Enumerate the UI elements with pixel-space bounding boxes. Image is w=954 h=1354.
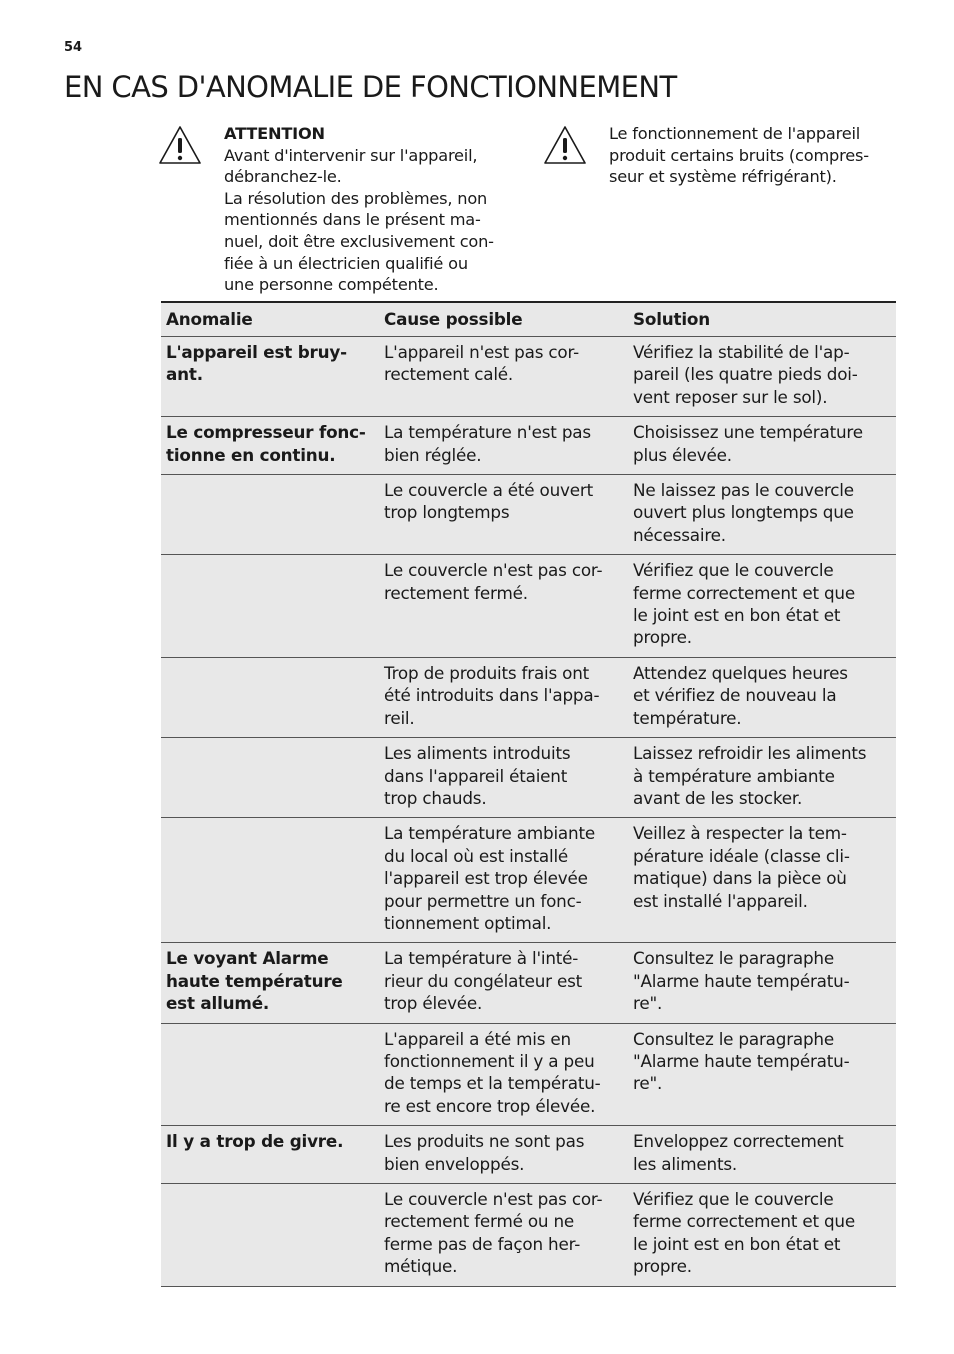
cell-text-line: et vérifiez de nouveau la <box>633 685 837 706</box>
page-number: 54 <box>64 40 83 55</box>
warning-line: nuel, doit être exclusivement con- <box>224 231 494 251</box>
warning-line: mentionnés dans le présent ma- <box>224 210 481 230</box>
warning-line: produit certains bruits (compres- <box>609 145 869 165</box>
cell-text-line: L'appareil n'est pas cor- <box>384 342 579 362</box>
cause-cell <box>380 337 633 416</box>
cause-cell <box>380 818 633 942</box>
cell-text-line: température. <box>633 707 742 728</box>
cell-text-line: trop chauds. <box>384 787 487 808</box>
cell-text-line: Le couvercle n'est pas cor- <box>384 1189 603 1209</box>
solution-cell <box>633 475 896 554</box>
anomaly-cell <box>161 818 380 942</box>
cell-text-line: pérature idéale (classe cli- <box>633 845 850 866</box>
cell-text-line: haute température <box>166 970 343 991</box>
cell-text-line: trop élevée. <box>384 993 483 1014</box>
table-row <box>161 1024 896 1127</box>
cell-text-line: re". <box>633 993 663 1014</box>
cell-text-line: à température ambiante <box>633 765 835 786</box>
cell-text-line: L'appareil est bruy- <box>166 342 347 362</box>
table-row <box>161 555 896 658</box>
anomaly-cell <box>161 555 380 657</box>
solution-cell <box>633 417 896 474</box>
warning-line: Avant d'intervenir sur l'appareil, <box>224 145 478 165</box>
solution-cell <box>633 738 896 817</box>
anomaly-cell <box>161 738 380 817</box>
column-header-anomalie: Anomalie <box>166 309 253 329</box>
cause-cell <box>380 658 633 737</box>
solution-cell <box>633 658 896 737</box>
cell-text-line: pareil (les quatre pieds doi- <box>633 364 858 385</box>
anomaly-cell <box>161 943 380 1022</box>
table-row <box>161 658 896 738</box>
cell-text-line: le joint est en bon état et <box>633 605 841 626</box>
cell-text-line: Choisissez une température <box>633 422 863 443</box>
cell-text-line: ferme correctement et que <box>633 1211 855 1232</box>
cell-text-line: ferme pas de façon her- <box>384 1233 581 1254</box>
cell-text-line: le joint est en bon état et <box>633 1233 841 1254</box>
warning-text <box>609 123 869 188</box>
cell-text-line: Attendez quelques heures <box>633 662 848 683</box>
anomaly-cell <box>161 475 380 554</box>
cell-text-line: Ne laissez pas le couvercle <box>633 480 854 501</box>
column-header-solution: Solution <box>633 309 710 329</box>
cause-cell <box>380 943 633 1022</box>
cell-text-line: propre. <box>633 1256 692 1277</box>
solution-cell <box>633 555 896 657</box>
cell-text-line: Le voyant Alarme <box>166 948 329 969</box>
cell-text-line: nécessaire. <box>633 524 726 545</box>
cell-text-line: rectement fermé ou ne <box>384 1211 575 1232</box>
table-row <box>161 818 896 943</box>
warning-line: une personne compétente. <box>224 275 439 295</box>
anomaly-cell <box>161 417 380 474</box>
cell-text-line: Consultez le paragraphe <box>633 1028 834 1049</box>
cause-cell <box>380 475 633 554</box>
solution-cell <box>633 1024 896 1126</box>
warning-heading: ATTENTION <box>224 124 325 143</box>
cell-text-line: fonctionnement il y a peu <box>384 1050 595 1071</box>
cell-text-line: est installé l'appareil. <box>633 890 808 911</box>
troubleshooting-table <box>161 301 896 1287</box>
cell-text-line: pour permettre un fonc- <box>384 890 582 911</box>
cell-text-line: métique. <box>384 1256 458 1277</box>
cell-text-line: avant de les stocker. <box>633 787 803 808</box>
cell-text-line: re". <box>633 1073 663 1094</box>
warning-triangle-icon <box>543 125 587 165</box>
cause-cell <box>380 1126 633 1183</box>
cell-text-line: tionne en continu. <box>166 444 336 465</box>
cell-text-line: Laissez refroidir les aliments <box>633 743 867 764</box>
anomaly-cell <box>161 1126 380 1183</box>
solution-cell <box>633 1126 896 1183</box>
cell-text-line: été introduits dans l'appa- <box>384 685 600 706</box>
cell-text-line: reil. <box>384 707 415 728</box>
cell-text-line: rieur du congélateur est <box>384 970 583 991</box>
anomaly-cell <box>161 1024 380 1126</box>
cell-text-line: Il y a trop de givre. <box>166 1131 344 1152</box>
cell-text-line: Les aliments introduits <box>384 743 571 764</box>
cause-cell <box>380 1184 633 1286</box>
table-row <box>161 943 896 1023</box>
cell-text-line: La température n'est pas <box>384 422 591 443</box>
table-row <box>161 417 896 475</box>
cell-text-line: dans l'appareil étaient <box>384 765 568 786</box>
cell-text-line: plus élevée. <box>633 444 732 465</box>
table-row <box>161 1126 896 1184</box>
anomaly-cell <box>161 658 380 737</box>
cell-text-line: La température ambiante <box>384 823 595 844</box>
cell-text-line: "Alarme haute températu- <box>633 1050 850 1071</box>
cause-cell <box>380 1024 633 1126</box>
warning-text <box>224 123 494 296</box>
warning-line: fiée à un électricien qualifié ou <box>224 253 468 273</box>
cell-text-line: vent reposer sur le sol). <box>633 386 828 407</box>
cell-text-line: l'appareil est trop élevée <box>384 868 588 889</box>
cell-text-line: rectement fermé. <box>384 582 528 603</box>
cell-text-line: Vérifiez que le couvercle <box>633 560 834 581</box>
cell-text-line: de temps et la températu- <box>384 1073 601 1094</box>
cell-text-line: trop longtemps <box>384 502 510 523</box>
cell-text-line: bien enveloppés. <box>384 1153 525 1174</box>
warning-block-attention <box>158 123 518 296</box>
cell-text-line: Le couvercle a été ouvert <box>384 480 593 501</box>
cell-text-line: L'appareil a été mis en <box>384 1028 571 1049</box>
cell-text-line: Le couvercle n'est pas cor- <box>384 560 603 581</box>
anomaly-cell <box>161 1184 380 1286</box>
warning-triangle-icon <box>158 125 202 165</box>
table-row <box>161 475 896 555</box>
cell-text-line: Vérifiez la stabilité de l'ap- <box>633 342 850 362</box>
cause-cell <box>380 555 633 657</box>
warning-line: seur et système réfrigérant). <box>609 167 837 187</box>
cell-text-line: Consultez le paragraphe <box>633 948 834 969</box>
cell-text-line: Veillez à respecter la tem- <box>633 823 847 844</box>
anomaly-cell <box>161 337 380 416</box>
cell-text-line: Trop de produits frais ont <box>384 662 590 683</box>
table-row <box>161 337 896 417</box>
cell-text-line: matique) dans la pièce où <box>633 868 847 889</box>
warning-line: Le fonctionnement de l'appareil <box>609 124 861 143</box>
cause-cell <box>380 417 633 474</box>
cell-text-line: "Alarme haute températu- <box>633 970 850 991</box>
cell-text-line: du local où est installé <box>384 845 569 866</box>
cell-text-line: propre. <box>633 627 692 648</box>
cell-text-line: Vérifiez que le couvercle <box>633 1189 834 1209</box>
column-header-cause: Cause possible <box>384 309 523 329</box>
cell-text-line: Le compresseur fonc- <box>166 422 366 443</box>
page-title: EN CAS D'ANOMALIE DE FONCTIONNEMENT <box>64 70 677 104</box>
cell-text-line: les aliments. <box>633 1153 738 1174</box>
cell-text-line: est allumé. <box>166 993 270 1014</box>
solution-cell <box>633 1184 896 1286</box>
solution-cell <box>633 818 896 942</box>
cell-text-line: re est encore trop élevée. <box>384 1095 596 1116</box>
cell-text-line: rectement calé. <box>384 364 514 385</box>
table-header-row <box>161 303 896 337</box>
table-row <box>161 738 896 818</box>
cell-text-line: tionnement optimal. <box>384 912 552 933</box>
warning-line: La résolution des problèmes, non <box>224 188 488 208</box>
solution-cell <box>633 337 896 416</box>
cell-text-line: Enveloppez correctement <box>633 1131 844 1152</box>
cell-text-line: La température à l'inté- <box>384 948 579 969</box>
cell-text-line: ferme correctement et que <box>633 582 855 603</box>
cell-text-line: bien réglée. <box>384 444 482 465</box>
warning-line: débranchez-le. <box>224 167 342 187</box>
cell-text-line: ouvert plus longtemps que <box>633 502 854 523</box>
warning-block-noise <box>543 123 888 188</box>
cell-text-line: Les produits ne sont pas <box>384 1131 585 1152</box>
cell-text-line: ant. <box>166 364 203 385</box>
cause-cell <box>380 738 633 817</box>
solution-cell <box>633 943 896 1022</box>
table-row <box>161 1184 896 1287</box>
